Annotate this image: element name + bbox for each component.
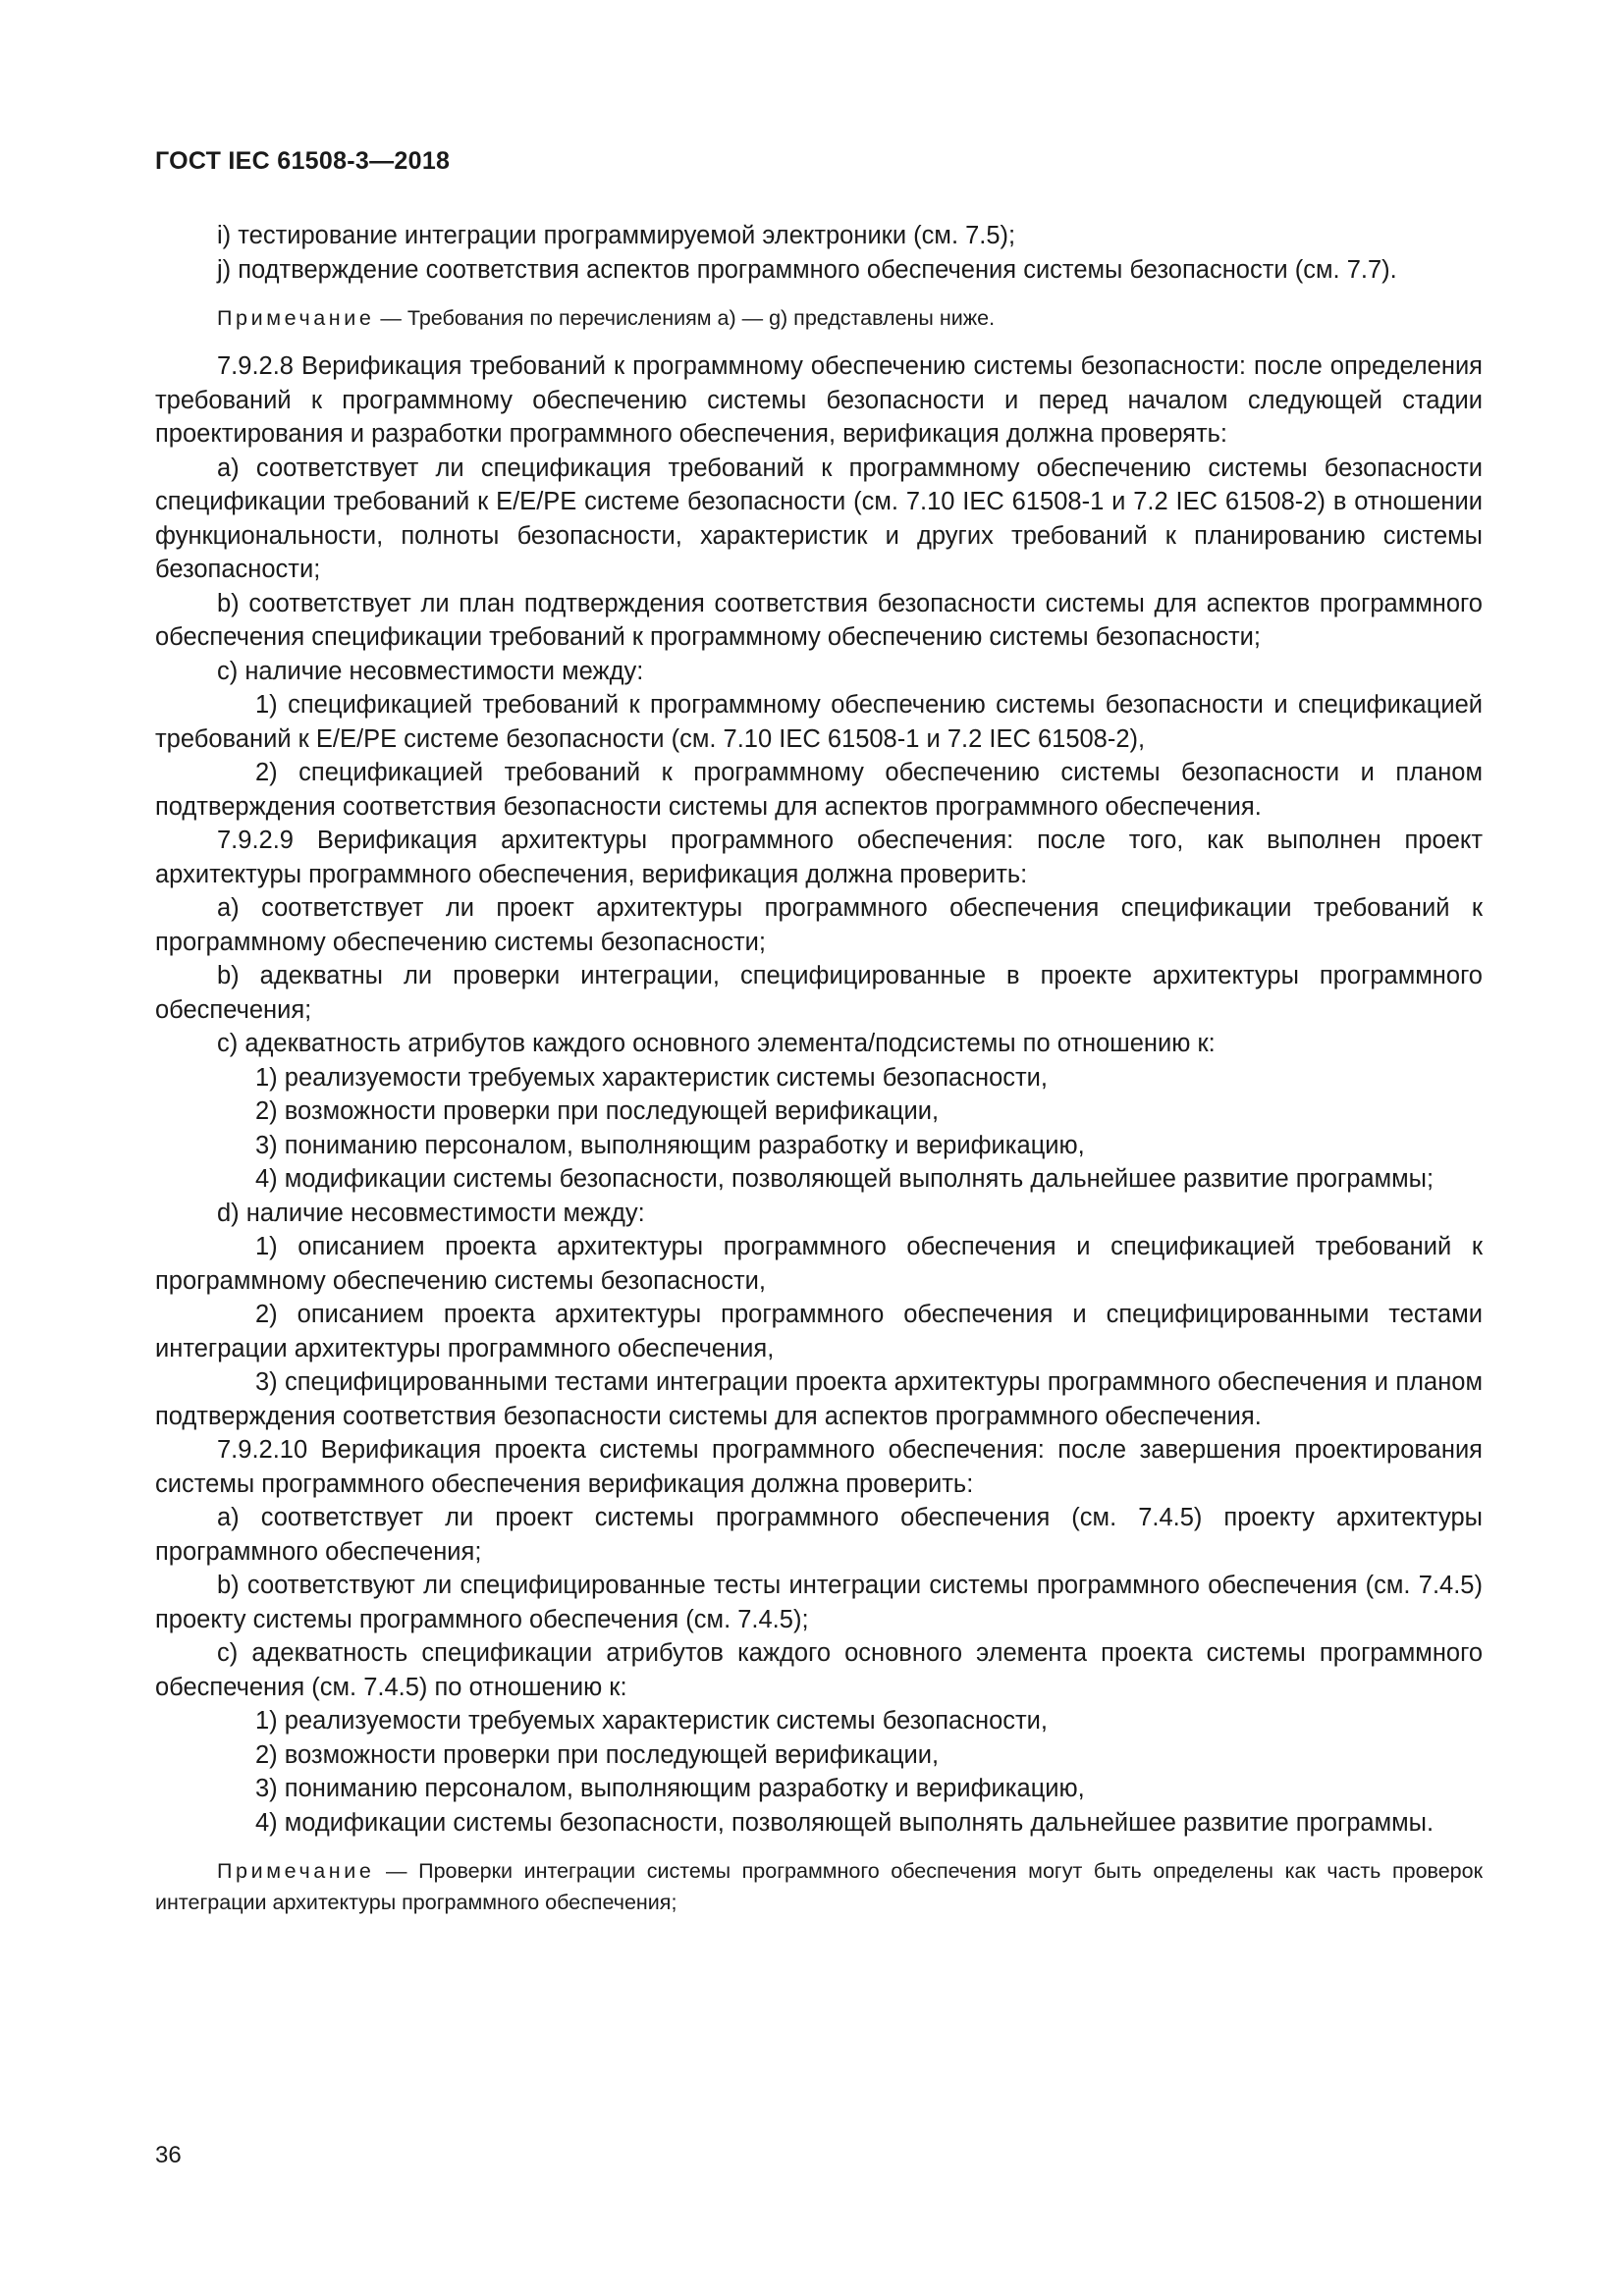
- section-7-9-2-10-item-c: c) адекватность спецификации атрибутов каждого основного элемента проекта системы программного обеспечения (см. 7.4.5) по отношению к:: [155, 1639, 1483, 1701]
- section-7-9-2-8: 7.9.2.8 Верификация требований к программному обеспечению системы безопасности: после определения требований к программному обеспечению системы безопасности и перед началом следующей стадии проектирования и разработки программного обеспечения, верификация должна проверять:: [155, 352, 1483, 448]
- section-7-9-2-10-item-a: a) соответствует ли проект системы программного обеспечения (см. 7.4.5) проекту архитектуры программного обеспечения;: [155, 1504, 1483, 1566]
- note-2: [155, 1855, 1483, 1918]
- note-2-text: — Проверки интеграции системы программного обеспечения могут быть определены как часть проверок интеграции архитектуры программного обеспечения;: [155, 1859, 1483, 1914]
- note-1: [155, 302, 1483, 334]
- section-7-9-2-9-item-c3: 3) пониманию персоналом, выполняющим разработку и верификацию,: [255, 1131, 1085, 1159]
- section-7-9-2-9-item-c1: 1) реализуемости требуемых характеристик системы безопасности,: [255, 1063, 1049, 1092]
- section-7-9-2-8-item-c2: 2) спецификацией требований к программному обеспечению системы безопасности и планом подтверждения соответствия безопасности системы для аспектов программного обеспечения.: [155, 759, 1483, 821]
- section-7-9-2-9-item-c: c) адекватность атрибутов каждого основного элемента/подсистемы по отношению к:: [217, 1030, 1216, 1057]
- page-number: 36: [155, 2142, 182, 2168]
- note-1-label: Примечание: [217, 306, 375, 330]
- list-item-j: j) подтверждение соответствия аспектов программного обеспечения системы безопасности (см. 7.7).: [217, 255, 1397, 284]
- section-7-9-2-9-item-c4: 4) модификации системы безопасности, позволяющей выполнять дальнейшее развитие программы;: [255, 1165, 1435, 1193]
- note-1-text: — Требования по перечислениям a) — g) представлены ниже.: [374, 306, 996, 330]
- section-7-9-2-10-item-c1: 1) реализуемости требуемых характеристик системы безопасности,: [255, 1707, 1049, 1735]
- section-7-9-2-8-item-a: a) соответствует ли спецификация требований к программному обеспечению системы безопасности спецификации требований к E/E/PE системе безопасности (см. 7.10 IEC 61508-1 и 7.2 IEC 61508-2) в отношении функциональности, полноты безопасности, характеристик и других требований к планированию системы безопасности;: [155, 454, 1483, 583]
- section-7-9-2-9-item-d1: 1) описанием проекта архитектуры программного обеспечения и спецификацией требований к программному обеспечению системы безопасности,: [155, 1233, 1483, 1295]
- section-7-9-2-10-item-c3: 3) пониманию персоналом, выполняющим разработку и верификацию,: [255, 1775, 1085, 1802]
- section-7-9-2-9: 7.9.2.9 Верификация архитектуры программного обеспечения: после того, как выполнен проект архитектуры программного обеспечения, верификация должна проверить:: [155, 827, 1483, 888]
- section-7-9-2-10: 7.9.2.10 Верификация проекта системы программного обеспечения: после завершения проектирования системы программного обеспечения верификация должна проверить:: [155, 1436, 1483, 1498]
- section-7-9-2-9-item-d3: 3) специфицированными тестами интеграции проекта архитектуры программного обеспечения и планом подтверждения соответствия безопасности системы для аспектов программного обеспечения.: [155, 1368, 1483, 1430]
- list-item-i: i) тестирование интеграции программируемой электроники (см. 7.5);: [217, 222, 1016, 249]
- section-7-9-2-8-item-c1: 1) спецификацией требований к программному обеспечению системы безопасности и спецификацией требований к E/E/PE системе безопасности (см. 7.10 IEC 61508-1 и 7.2 IEC 61508-2),: [155, 691, 1483, 753]
- section-7-9-2-9-item-d2: 2) описанием проекта архитектуры программного обеспечения и специфицированными тестами интеграции архитектуры программного обеспечения,: [155, 1301, 1483, 1362]
- section-7-9-2-9-item-a: a) соответствует ли проект архитектуры программного обеспечения спецификации требований к программному обеспечению системы безопасности;: [155, 894, 1483, 956]
- document-header-title: ГОСТ IEC 61508-3—2018: [155, 147, 451, 175]
- section-7-9-2-9-item-d: d) наличие несовместимости между:: [217, 1199, 645, 1227]
- section-7-9-2-9-item-c2: 2) возможности проверки при последующей верификации,: [255, 1097, 940, 1125]
- section-7-9-2-8-item-b: b) соответствует ли план подтверждения соответствия безопасности системы для аспектов программного обеспечения спецификации требований к программному обеспечению системы безопасности;: [155, 589, 1483, 651]
- note-2-label: Примечание: [217, 1859, 375, 1883]
- section-7-9-2-8-item-c: c) наличие несовместимости между:: [217, 657, 644, 685]
- section-7-9-2-10-item-b: b) соответствуют ли специфицированные тесты интеграции системы программного обеспечения (см. 7.4.5) проекту системы программного обеспечения (см. 7.4.5);: [155, 1572, 1483, 1633]
- section-7-9-2-9-item-b: b) адекватны ли проверки интеграции, специфицированные в проекте архитектуры программного обеспечения;: [155, 962, 1483, 1024]
- section-7-9-2-10-item-c2: 2) возможности проверки при последующей верификации,: [255, 1740, 940, 1769]
- document-page: [155, 147, 1483, 1918]
- section-7-9-2-10-item-c4: 4) модификации системы безопасности, позволяющей выполнять дальнейшее развитие программы.: [255, 1808, 1435, 1837]
